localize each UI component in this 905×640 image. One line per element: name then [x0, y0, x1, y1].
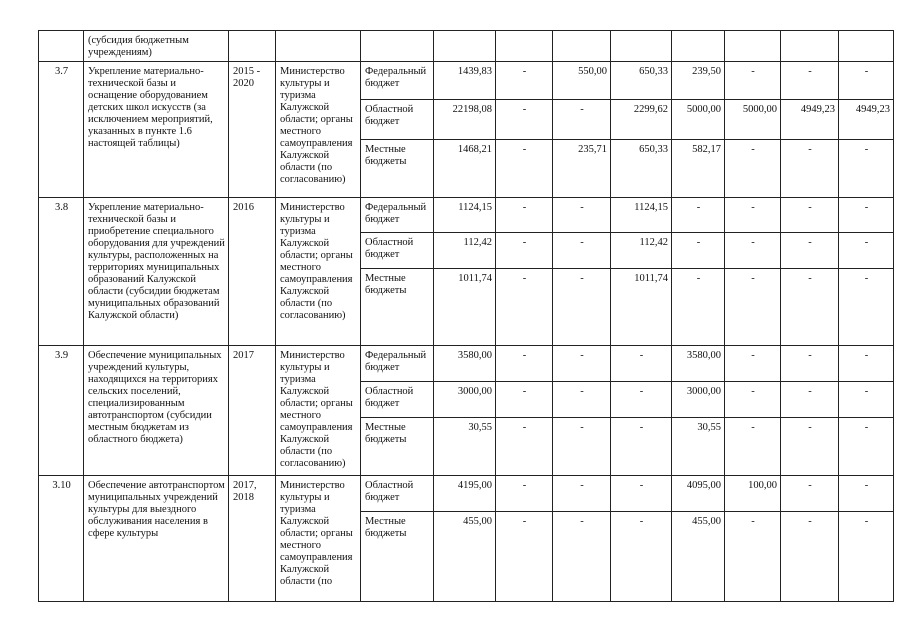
table-body — [39, 31, 894, 602]
cell-value: 4095,00 — [672, 476, 725, 512]
cell-value: - — [553, 382, 611, 418]
cell-source: Местные бюджеты — [361, 269, 434, 346]
cell-value: - — [496, 476, 553, 512]
cell-years: 2016 — [229, 198, 276, 346]
cell-value: 550,00 — [553, 62, 611, 100]
cell-years: 2017, 2018 — [229, 476, 276, 602]
cell-empty — [725, 31, 781, 62]
cell-value: - — [725, 382, 781, 418]
cell-description: Укрепление материально-технической базы и оснащение оборудованием детских школ искусств (за исключением мероприятий, указанных в пункте 1.6 настоящей таблицы) — [84, 62, 229, 198]
cell-empty — [611, 31, 672, 62]
cell-value: - — [725, 233, 781, 269]
cell-empty — [276, 31, 361, 62]
cell-empty — [361, 31, 434, 62]
cell-value: - — [553, 512, 611, 602]
cell-value: 3000,00 — [672, 382, 725, 418]
cell-value: - — [725, 346, 781, 382]
cell-empty — [496, 31, 553, 62]
cell-value: - — [781, 62, 839, 100]
cell-executor: Министерство культуры и туризма Калужской области; органы местного самоуправления Калужской области (по согласованию) — [276, 62, 361, 198]
cell-value: - — [839, 418, 894, 476]
cell-value: 4949,23 — [781, 100, 839, 140]
cell-source: Федеральный бюджет — [361, 198, 434, 233]
cell-value: 1011,74 — [611, 269, 672, 346]
cell-source: Местные бюджеты — [361, 418, 434, 476]
cell-value: - — [725, 269, 781, 346]
cell-value: - — [672, 269, 725, 346]
cell-source: Федеральный бюджет — [361, 346, 434, 382]
cell-value: - — [781, 346, 839, 382]
cell-empty — [229, 31, 276, 62]
cell-source: Областной бюджет — [361, 476, 434, 512]
cell-years: 2015 - 2020 — [229, 62, 276, 198]
cell-value: 4949,23 — [839, 100, 894, 140]
cell-value: - — [839, 346, 894, 382]
cell-value: - — [553, 346, 611, 382]
cell-value: 582,17 — [672, 140, 725, 198]
budget-table — [38, 30, 894, 602]
table-row — [39, 198, 894, 233]
cell-value: - — [725, 62, 781, 100]
cell-value: - — [839, 198, 894, 233]
cell-value: 30,55 — [434, 418, 496, 476]
cell-value: - — [839, 62, 894, 100]
cell-value: 112,42 — [611, 233, 672, 269]
cell-source: Местные бюджеты — [361, 512, 434, 602]
cell-value: 1124,15 — [434, 198, 496, 233]
cell-value: 4195,00 — [434, 476, 496, 512]
cell-num — [39, 31, 84, 62]
cell-value: 239,50 — [672, 62, 725, 100]
cell-num: 3.10 — [39, 476, 84, 602]
cell-empty — [553, 31, 611, 62]
cell-value: - — [496, 62, 553, 100]
cell-description: Укрепление материально-технической базы и приобретение специального оборудования для учреждений культуры, расположенных на территориях муниципальных образований Калужской области (субсидии бюджетам муниципальных образований Калужской области) — [84, 198, 229, 346]
cell-value: 455,00 — [672, 512, 725, 602]
cell-value: - — [496, 100, 553, 140]
cell-value: 455,00 — [434, 512, 496, 602]
cell-value: - — [611, 512, 672, 602]
cell-value: - — [496, 382, 553, 418]
table-row — [39, 346, 894, 382]
cell-num: 3.8 — [39, 198, 84, 346]
cell-source: Областной бюджет — [361, 100, 434, 140]
cell-value: 100,00 — [725, 476, 781, 512]
cell-value: - — [839, 233, 894, 269]
cell-executor: Министерство культуры и туризма Калужской области; органы местного самоуправления Калужской области (по согласованию) — [276, 346, 361, 476]
cell-source: Федеральный бюджет — [361, 62, 434, 100]
cell-value: - — [781, 512, 839, 602]
cell-value: - — [839, 269, 894, 346]
cell-value: - — [496, 346, 553, 382]
cell-value: - — [553, 198, 611, 233]
cell-executor: Министерство культуры и туризма Калужской области; органы местного самоуправления Калужской области (по — [276, 476, 361, 602]
cell-value: - — [725, 512, 781, 602]
cell-value: - — [553, 233, 611, 269]
cell-value: - — [781, 198, 839, 233]
cell-value: - — [672, 233, 725, 269]
cell-value: - — [725, 418, 781, 476]
cell-value: 1468,21 — [434, 140, 496, 198]
cell-value: 3580,00 — [434, 346, 496, 382]
cell-value: - — [496, 198, 553, 233]
cell-value: - — [839, 512, 894, 602]
cell-value: - — [781, 140, 839, 198]
cell-value: - — [725, 198, 781, 233]
cell-value: - — [611, 418, 672, 476]
cell-value: 5000,00 — [672, 100, 725, 140]
cell-source: Местные бюджеты — [361, 140, 434, 198]
cell-value: - — [496, 512, 553, 602]
cell-value: - — [781, 476, 839, 512]
cell-years: 2017 — [229, 346, 276, 476]
cell-value: 650,33 — [611, 140, 672, 198]
cell-value: - — [725, 140, 781, 198]
cell-value: - — [496, 140, 553, 198]
cell-description: Обеспечение автотранспортом муниципальных учреждений культуры для выездного обслуживания населения в сфере культуры — [84, 476, 229, 602]
cell-value: - — [672, 198, 725, 233]
cell-value: - — [781, 233, 839, 269]
table-row — [39, 476, 894, 512]
cell-value: - — [611, 346, 672, 382]
cell-value: - — [553, 100, 611, 140]
cell-value: - — [496, 233, 553, 269]
cell-source: Областной бюджет — [361, 233, 434, 269]
cell-empty — [434, 31, 496, 62]
continuation-row — [39, 31, 894, 62]
cell-value: - — [553, 418, 611, 476]
cell-value: - — [553, 476, 611, 512]
cell-value: 22198,08 — [434, 100, 496, 140]
cell-value: - — [781, 269, 839, 346]
cell-empty — [781, 31, 839, 62]
cell-value: 1439,83 — [434, 62, 496, 100]
cell-value: 650,33 — [611, 62, 672, 100]
cell-num: 3.7 — [39, 62, 84, 198]
cell-value: 235,71 — [553, 140, 611, 198]
cell-value: - — [496, 418, 553, 476]
cell-value: 5000,00 — [725, 100, 781, 140]
cell-value: 30,55 — [672, 418, 725, 476]
cell-value: 112,42 — [434, 233, 496, 269]
cell-value: - — [781, 418, 839, 476]
cell-value: - — [611, 382, 672, 418]
cell-value: - — [553, 269, 611, 346]
cell-value: - — [611, 476, 672, 512]
cell-source: Областной бюджет — [361, 382, 434, 418]
cell-value: - — [839, 382, 894, 418]
cell-empty — [839, 31, 894, 62]
cell-num: 3.9 — [39, 346, 84, 476]
cell-value: - — [781, 382, 839, 418]
cell-value: 3580,00 — [672, 346, 725, 382]
cell-value: 2299,62 — [611, 100, 672, 140]
cell-value: - — [496, 269, 553, 346]
cell-value: 1124,15 — [611, 198, 672, 233]
cell-value: 3000,00 — [434, 382, 496, 418]
cell-description: (субсидия бюджетным учреждениям) — [84, 31, 229, 62]
cell-value: - — [839, 476, 894, 512]
cell-value: 1011,74 — [434, 269, 496, 346]
table-row — [39, 62, 894, 100]
cell-empty — [672, 31, 725, 62]
cell-description: Обеспечение муниципальных учреждений культуры, находящихся на территориях сельских поселений, специализированным автотранспортом (субсидии местным бюджетам из областного бюджета) — [84, 346, 229, 476]
cell-executor: Министерство культуры и туризма Калужской области; органы местного самоуправления Калужской области (по согласованию) — [276, 198, 361, 346]
cell-value: - — [839, 140, 894, 198]
